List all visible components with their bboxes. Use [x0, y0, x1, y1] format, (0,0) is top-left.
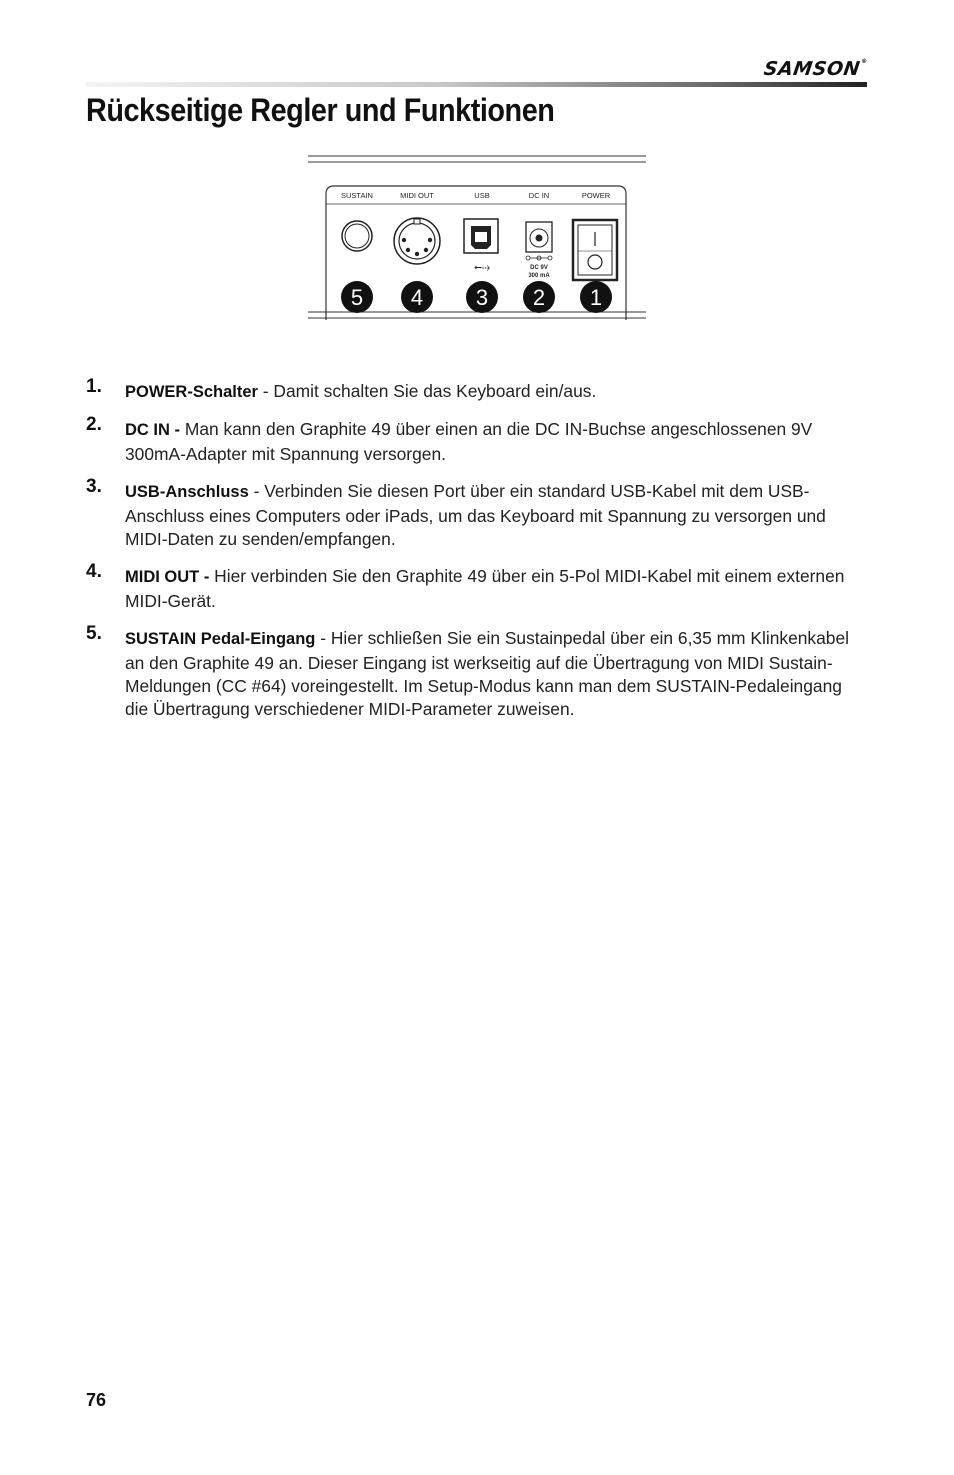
callout-1 — [580, 281, 612, 313]
feature-item-dc-in — [86, 414, 868, 466]
panel-label-usb: USB — [474, 191, 490, 200]
feature-number: 3. — [86, 476, 102, 498]
feature-text: - Hier schließen Sie ein Sustainpedal über ein 6,35 mm Klinkenkabel an den Graphite 49 an. Dieser Eingang ist werkseitig auf die Übertragung von MIDI Sustain-Meldungen (CC #64) voreingestellt. Im Setup-Modus kann man dem SUSTAIN-Pedaleingang die Übertragung verschiedener MIDI-Parameter zuweisen. — [125, 628, 849, 720]
callout-2 — [523, 281, 555, 313]
power-switch-icon — [573, 220, 617, 280]
feature-name: DC IN - — [125, 421, 180, 440]
panel-label-power: POWER — [581, 191, 611, 200]
feature-number: 1. — [86, 376, 102, 397]
svg-text:4: 4 — [410, 285, 424, 310]
feature-item-midi-out — [86, 561, 868, 613]
feature-text: Hier verbinden Sie den Graphite 49 über ein 5-Pol MIDI-Kabel mit einem externen MIDI-Gerät. — [125, 566, 845, 611]
svg-text:1: 1 — [589, 285, 603, 310]
svg-text:2: 2 — [532, 285, 546, 310]
midi-din-icon — [394, 218, 440, 264]
header-rule — [86, 82, 867, 87]
feature-text: - Damit schalten Sie das Keyboard ein/aus. — [257, 381, 597, 401]
feature-text: Man kann den Graphite 49 über einen an die DC IN-Buchse angeschlossenen 9V 300mA-Adapter mit Spannung versorgen. — [125, 419, 813, 464]
rear-panel-diagram — [306, 152, 648, 324]
svg-text:5: 5 — [350, 285, 364, 310]
dc-polarity-icon — [526, 256, 552, 260]
panel-label-midi-out: MIDI OUT — [400, 191, 434, 200]
samson-logo: SAMSON® — [762, 58, 869, 80]
usb-port-icon — [464, 219, 498, 253]
page-title: Rückseitige Regler und Funktionen — [86, 92, 555, 128]
feature-name: MIDI OUT - — [125, 568, 210, 587]
callout-4 — [401, 281, 433, 313]
feature-text: - Verbinden Sie diesen Port über ein standard USB-Kabel mit dem USB-Anschluss eines Computers oder iPads, um das Keyboard mit Spannung zu versorgen und MIDI-Daten zu senden/empfangen. — [125, 481, 826, 550]
dc-rating-voltage: DC 9V — [530, 265, 548, 271]
feature-number: 4. — [86, 561, 102, 583]
usb-symbol-icon: ⭠⇢ — [474, 262, 490, 273]
page-number: 76 — [86, 1390, 107, 1410]
feature-number: 5. — [86, 623, 102, 645]
feature-item-usb — [86, 476, 868, 551]
panel-label-sustain: SUSTAIN — [341, 191, 373, 200]
feature-item-power — [86, 376, 868, 404]
svg-text:3: 3 — [475, 285, 489, 310]
feature-number: 2. — [86, 414, 102, 436]
feature-name: POWER-Schalter — [125, 383, 258, 401]
callout-3 — [466, 281, 498, 313]
feature-list — [86, 376, 868, 722]
callout-5 — [341, 281, 373, 313]
dc-jack-icon — [526, 222, 552, 252]
feature-name: SUSTAIN Pedal-Eingang — [125, 630, 316, 649]
dc-rating-current: 300 mA — [528, 273, 550, 279]
feature-name: USB-Anschluss — [125, 483, 249, 502]
sustain-jack-icon — [342, 221, 372, 251]
feature-item-sustain — [86, 623, 868, 722]
panel-label-dc-in: DC IN — [528, 191, 550, 200]
